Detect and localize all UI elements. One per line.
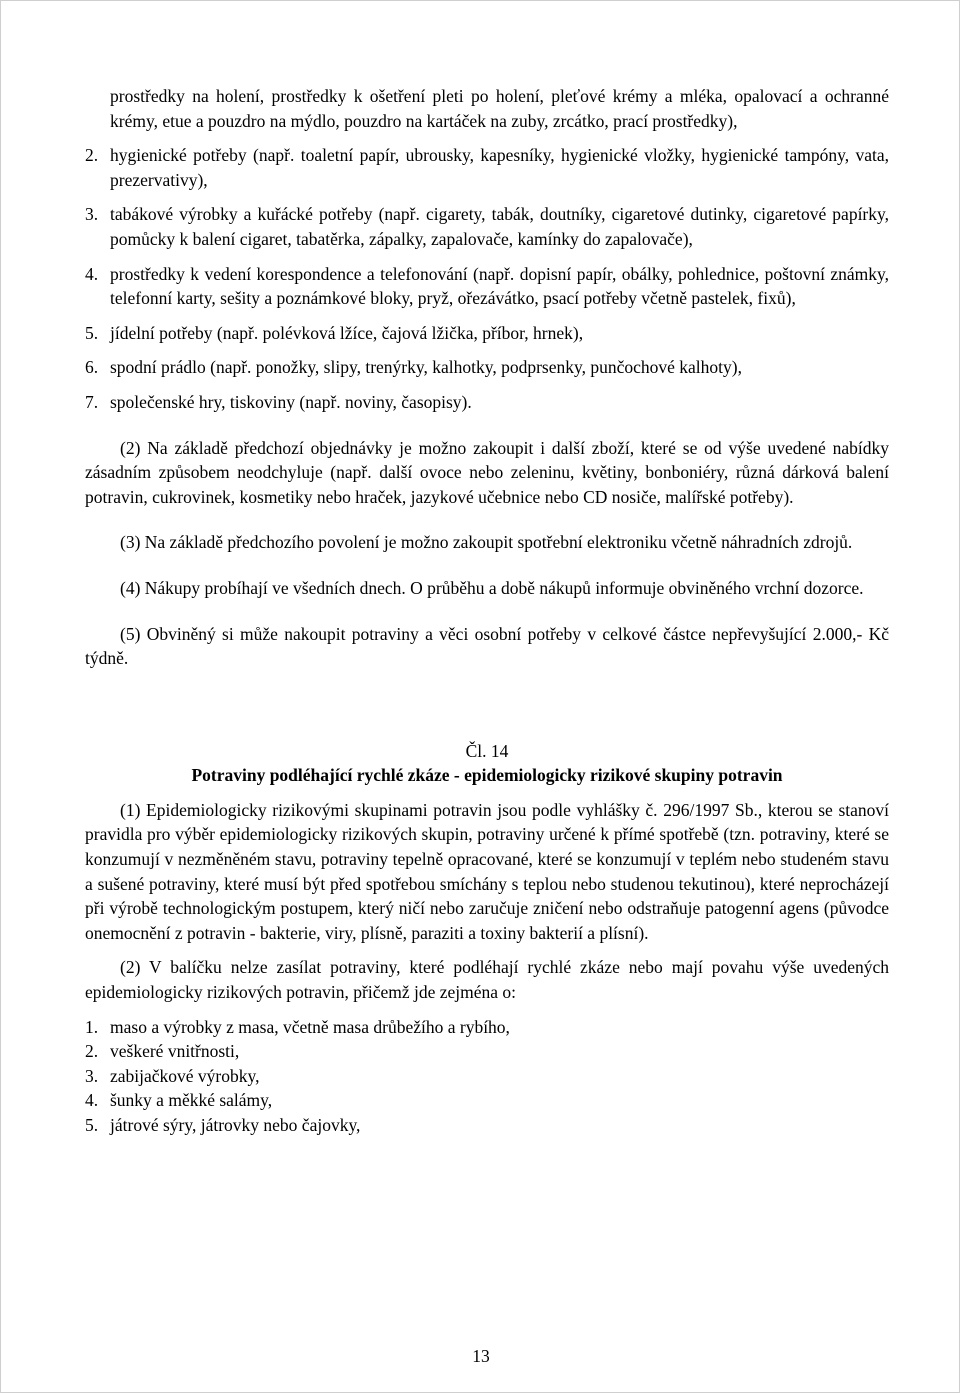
list-item bbox=[85, 262, 889, 311]
list-text: játrové sýry, játrovky nebo čajovky, bbox=[110, 1114, 361, 1135]
list-text: maso a výrobky z masa, včetně masa drůbežího a rybího, bbox=[110, 1016, 510, 1037]
paragraph: (2) Na základě předchozí objednávky je možno zakoupit i další zboží, které se od výše uvedené nabídky zásadním způsobem neodchyluje (např. další ovoce nebo zeleninu, květiny, bonboniéry, různá dárková balení potravin, cukrovinek, kosmetiky nebo hraček, jazykové učebnice nebo CD nosiče, malířské potřeby). bbox=[85, 437, 889, 507]
list-item bbox=[85, 390, 889, 415]
list-text: tabákové výrobky a kuřácké potřeby (např. cigarety, tabák, doutníky, cigaretové dutinky, cigaretové papírky, pomůcky k balení cigaret, tabatěrka, zápalky, zapalovače, kamínky do zapalovače), bbox=[110, 204, 889, 249]
list-item bbox=[85, 1064, 889, 1089]
list-number: 5. bbox=[85, 1114, 99, 1135]
list-number: 3. bbox=[85, 204, 99, 225]
food-list bbox=[85, 1015, 889, 1138]
list-item bbox=[85, 1088, 889, 1113]
list-item bbox=[85, 321, 889, 346]
list-number: 5. bbox=[85, 322, 99, 343]
list-number: 4. bbox=[85, 1090, 99, 1111]
list-number: 3. bbox=[85, 1065, 99, 1086]
list-item bbox=[85, 1039, 889, 1064]
list-text: šunky a měkké salámy, bbox=[110, 1090, 273, 1111]
list-number: 4. bbox=[85, 263, 99, 284]
list-item bbox=[85, 202, 889, 251]
paragraph: (4) Nákupy probíhají ve všedních dnech. O průběhu a době nákupů informuje obviněného vrchní dozorce. bbox=[120, 577, 864, 598]
list-number: 6. bbox=[85, 357, 99, 378]
list-item bbox=[85, 1113, 889, 1138]
list-text: spodní prádlo (např. ponožky, slipy, trenýrky, kalhotky, podprsenky, punčochové kalhoty), bbox=[110, 357, 742, 378]
list-item bbox=[85, 143, 889, 192]
list-number: 2. bbox=[85, 1041, 99, 1062]
list-number: 2. bbox=[85, 145, 99, 166]
article-paragraph: (2) V balíčku nelze zasílat potraviny, které podléhají rychlé zkáze nebo mají povahu výše uvedených epidemiologicky rizikových potravin, přičemž jde zejména o: bbox=[85, 957, 889, 1003]
list-text: hygienické potřeby (např. toaletní papír, ubrousky, kapesníky, hygienické vložky, hygienické tampóny, vata, prezervativy), bbox=[110, 145, 889, 190]
list-text: prostředky k vedení korespondence a telefonování (např. dopisní papír, obálky, pohlednice, poštovní známky, telefonní karty, sešity a poznámkové bloky, pryž, ořezávátko, psací potřeby včetně pastelek, fixů), bbox=[110, 263, 889, 309]
list-item bbox=[85, 355, 889, 380]
list-text: společenské hry, tiskoviny (např. noviny, časopisy). bbox=[110, 391, 472, 412]
paragraph: (5) Obviněný si může nakoupit potraviny a věci osobní potřeby v celkové částce nepřevyšující 2.000,- Kč týdně. bbox=[85, 623, 889, 669]
list-text: jídelní potřeby (např. polévková lžíce, čajová lžička, příbor, hrnek), bbox=[110, 322, 584, 343]
article-title: Potraviny podléhající rychlé zkáze - epidemiologicky rizikové skupiny potravin bbox=[191, 765, 783, 786]
list-text: veškeré vnitřnosti, bbox=[110, 1041, 240, 1062]
continuation-text: prostředky na holení, prostředky k ošetření pleti po holení, pleťové krémy a mléka, opalovací a ochranné krémy, etue a pouzdro na mýdlo, pouzdro na kartáček na zuby, zrcátko, prací prostředky), bbox=[110, 86, 889, 131]
paragraph: (3) Na základě předchozího povolení je možno zakoupit spotřební elektroniku včetně náhradních zdrojů. bbox=[120, 532, 853, 553]
article-paragraph: (1) Epidemiologicky rizikovými skupinami potravin jsou podle vyhlášky č. 296/1997 Sb., kterou se stanoví pravidla pro výběr epidemiologicky rizikových skupin, potraviny určené k přímé spotřebě (tzn. potraviny, které se konzumují v nezměněném stavu, potraviny tepelně opracované, které se konzumují v teplém nebo studeném stavu a sušené potraviny, které musí být před spotřebou smíchány s teplou nebo studenou tekutinou), které neprocházejí při výrobě technologickým postupem, který ničí nebo zaručuje zničení nebo odstraňuje patogenní agens (původce onemocnění z potravin - bakterie, viry, plísně, paraziti a toxiny bakterií a plísní). bbox=[85, 799, 889, 943]
list-number: 1. bbox=[85, 1016, 99, 1037]
list-item bbox=[85, 1015, 889, 1040]
list-text: zabijačkové výrobky, bbox=[110, 1065, 260, 1086]
page-content bbox=[85, 84, 889, 1137]
list-number: 7. bbox=[85, 391, 99, 412]
article-number: Čl. 14 bbox=[465, 740, 509, 761]
page-number: 13 bbox=[472, 1346, 490, 1366]
